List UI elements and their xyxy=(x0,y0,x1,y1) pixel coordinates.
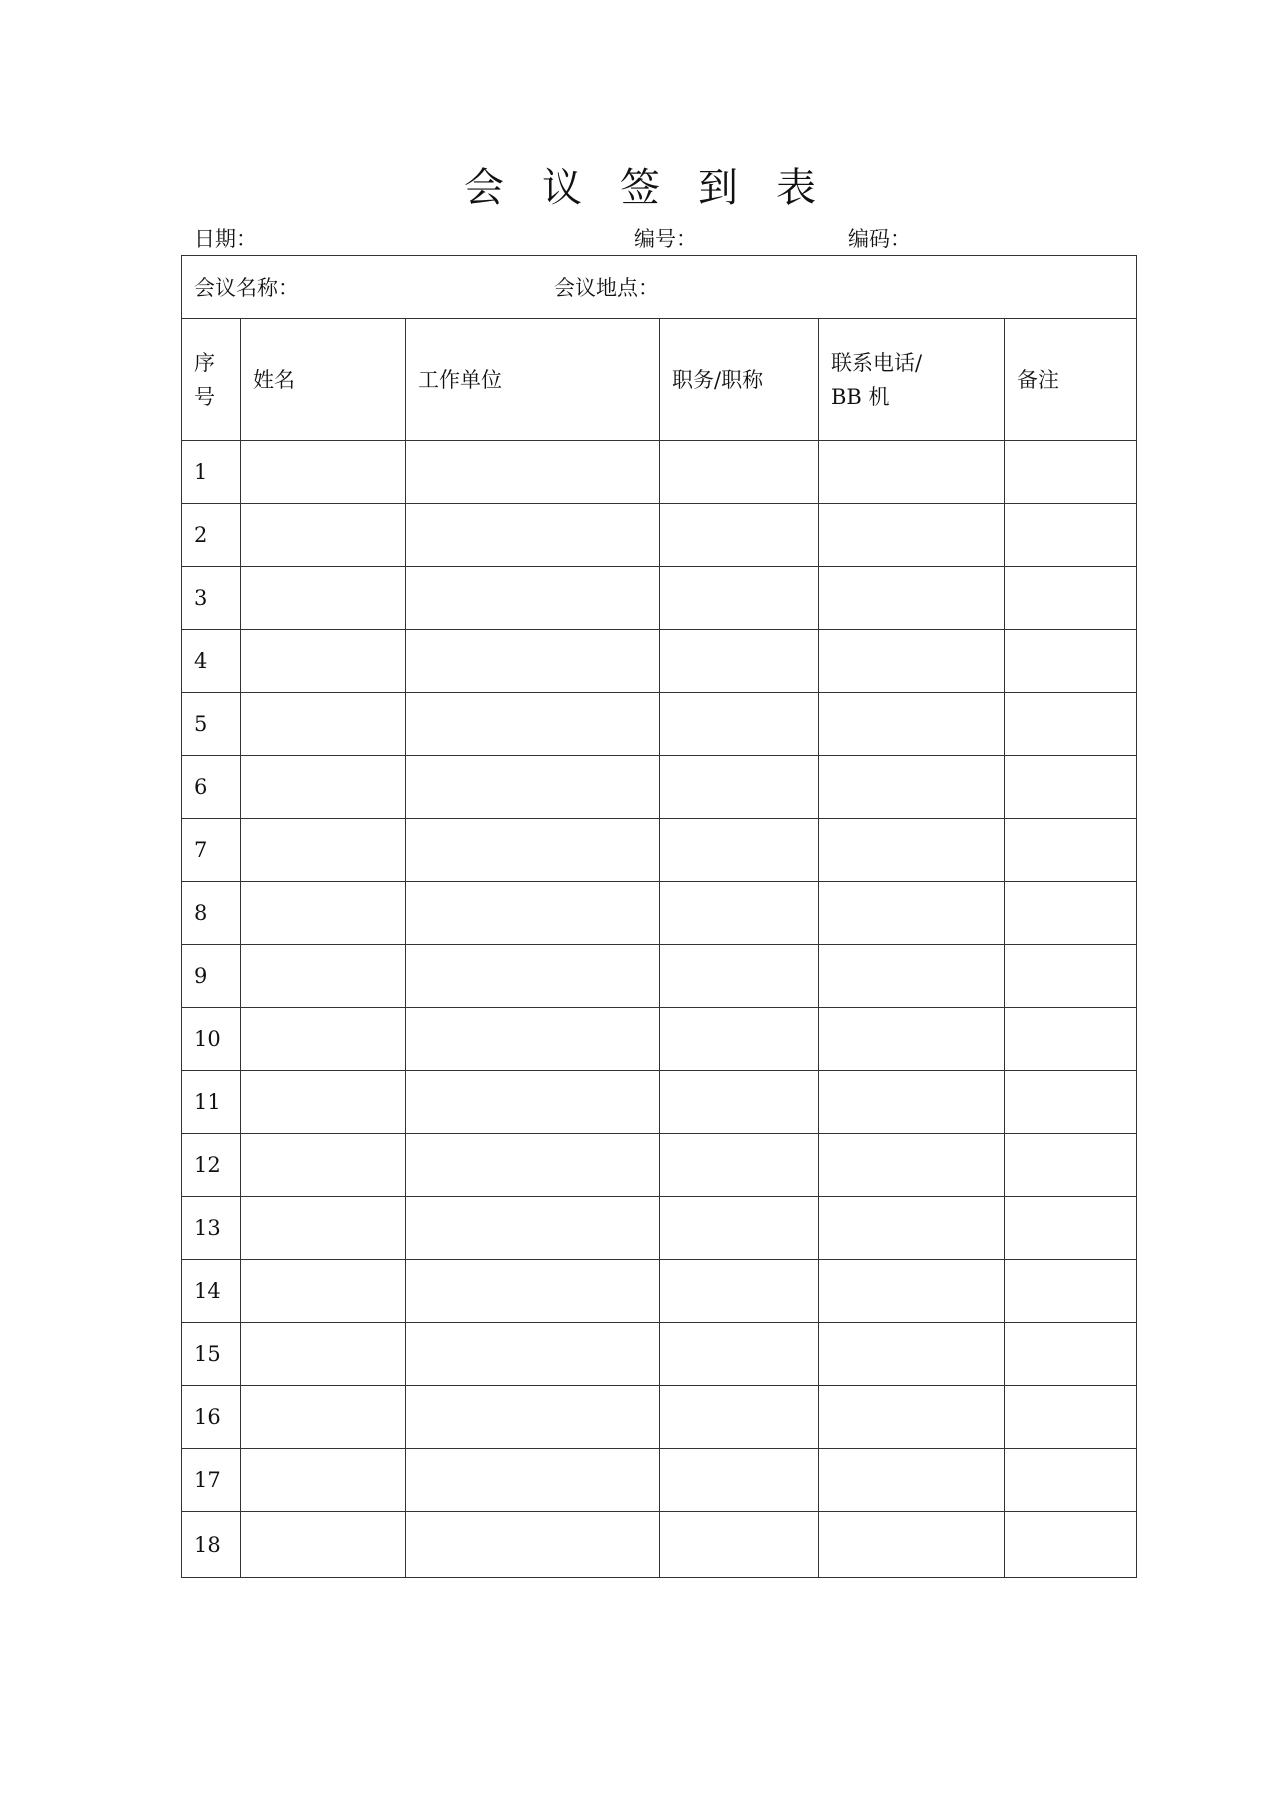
name-cell[interactable] xyxy=(241,1197,406,1260)
seq-cell: 6 xyxy=(182,756,241,819)
work-unit-cell[interactable] xyxy=(406,882,660,945)
name-cell[interactable] xyxy=(241,1449,406,1512)
phone-cell[interactable] xyxy=(819,756,1005,819)
seq-cell: 1 xyxy=(182,441,241,504)
position-cell[interactable] xyxy=(660,441,819,504)
table-row xyxy=(182,630,1137,693)
meeting-location-label: 会议地点： xyxy=(554,276,659,300)
code-label: 编码： xyxy=(848,227,911,251)
work-unit-cell[interactable] xyxy=(406,819,660,882)
position-cell[interactable] xyxy=(660,1323,819,1386)
position-cell[interactable] xyxy=(660,819,819,882)
table-row xyxy=(182,1449,1137,1512)
phone-cell[interactable] xyxy=(819,1260,1005,1323)
seq-cell: 14 xyxy=(182,1260,241,1323)
work-unit-cell[interactable] xyxy=(406,1449,660,1512)
name-cell[interactable] xyxy=(241,567,406,630)
number-label: 编号： xyxy=(634,227,697,251)
name-cell[interactable] xyxy=(241,1134,406,1197)
position-cell[interactable] xyxy=(660,1449,819,1512)
table-header-row xyxy=(182,319,1137,441)
table-row xyxy=(182,1512,1137,1578)
position-cell[interactable] xyxy=(660,756,819,819)
remarks-cell[interactable] xyxy=(1005,504,1137,567)
seq-cell: 2 xyxy=(182,504,241,567)
position-cell[interactable] xyxy=(660,504,819,567)
seq-cell: 7 xyxy=(182,819,241,882)
name-cell[interactable] xyxy=(241,882,406,945)
remarks-cell[interactable] xyxy=(1005,1512,1137,1578)
seq-cell: 18 xyxy=(182,1512,241,1578)
remarks-cell[interactable] xyxy=(1005,1197,1137,1260)
name-cell[interactable] xyxy=(241,1260,406,1323)
seq-cell: 8 xyxy=(182,882,241,945)
table-row xyxy=(182,1323,1137,1386)
work-unit-cell[interactable] xyxy=(406,441,660,504)
phone-cell[interactable] xyxy=(819,882,1005,945)
work-unit-cell[interactable] xyxy=(406,504,660,567)
phone-cell[interactable] xyxy=(819,1449,1005,1512)
meeting-name-label: 会议名称： xyxy=(194,276,299,300)
remarks-cell[interactable] xyxy=(1005,819,1137,882)
table-row xyxy=(182,945,1137,1008)
header-position: 职务/职称 xyxy=(660,319,819,441)
position-cell[interactable] xyxy=(660,1071,819,1134)
remarks-cell[interactable] xyxy=(1005,756,1137,819)
seq-cell: 9 xyxy=(182,945,241,1008)
remarks-cell[interactable] xyxy=(1005,1323,1137,1386)
name-cell[interactable] xyxy=(241,756,406,819)
header-seq-line2: 号 xyxy=(194,384,215,409)
table-row xyxy=(182,1386,1137,1449)
work-unit-cell[interactable] xyxy=(406,693,660,756)
table-row xyxy=(182,1134,1137,1197)
phone-cell[interactable] xyxy=(819,441,1005,504)
position-cell[interactable] xyxy=(660,1512,819,1578)
remarks-cell[interactable] xyxy=(1005,693,1137,756)
remarks-cell[interactable] xyxy=(1005,882,1137,945)
phone-cell[interactable] xyxy=(819,693,1005,756)
table-row xyxy=(182,504,1137,567)
page-title: 会议签到表 xyxy=(464,165,854,211)
work-unit-cell[interactable] xyxy=(406,945,660,1008)
header-remarks: 备注 xyxy=(1005,319,1137,441)
remarks-cell[interactable] xyxy=(1005,945,1137,1008)
position-cell[interactable] xyxy=(660,567,819,630)
name-cell[interactable] xyxy=(241,504,406,567)
table-row xyxy=(182,567,1137,630)
table-row xyxy=(182,693,1137,756)
table-row xyxy=(182,441,1137,504)
work-unit-cell[interactable] xyxy=(406,1260,660,1323)
seq-cell: 16 xyxy=(182,1386,241,1449)
seq-cell: 3 xyxy=(182,567,241,630)
meeting-info-cell[interactable] xyxy=(182,256,1137,319)
work-unit-cell[interactable] xyxy=(406,1512,660,1578)
position-cell[interactable] xyxy=(660,1260,819,1323)
work-unit-cell[interactable] xyxy=(406,1323,660,1386)
phone-cell[interactable] xyxy=(819,630,1005,693)
position-cell[interactable] xyxy=(660,630,819,693)
table-row xyxy=(182,882,1137,945)
name-cell[interactable] xyxy=(241,1008,406,1071)
name-cell[interactable] xyxy=(241,1323,406,1386)
remarks-cell[interactable] xyxy=(1005,630,1137,693)
table-row xyxy=(182,1071,1137,1134)
work-unit-cell[interactable] xyxy=(406,1134,660,1197)
work-unit-cell[interactable] xyxy=(406,630,660,693)
remarks-cell[interactable] xyxy=(1005,441,1137,504)
header-seq-line1: 序 xyxy=(194,350,215,375)
remarks-cell[interactable] xyxy=(1005,1134,1137,1197)
seq-cell: 12 xyxy=(182,1134,241,1197)
remarks-cell[interactable] xyxy=(1005,1260,1137,1323)
phone-cell[interactable] xyxy=(819,1386,1005,1449)
phone-cell[interactable] xyxy=(819,819,1005,882)
table-row xyxy=(182,819,1137,882)
work-unit-cell[interactable] xyxy=(406,1008,660,1071)
seq-cell: 15 xyxy=(182,1323,241,1386)
seq-cell: 10 xyxy=(182,1008,241,1071)
remarks-cell[interactable] xyxy=(1005,1008,1137,1071)
date-label: 日期： xyxy=(194,227,257,251)
table-row xyxy=(182,756,1137,819)
header-phone-line1: 联系电话/ xyxy=(831,350,923,375)
seq-cell: 4 xyxy=(182,630,241,693)
position-cell[interactable] xyxy=(660,1197,819,1260)
position-cell[interactable] xyxy=(660,1386,819,1449)
phone-cell[interactable] xyxy=(819,1323,1005,1386)
work-unit-cell[interactable] xyxy=(406,1071,660,1134)
name-cell[interactable] xyxy=(241,1512,406,1578)
header-phone xyxy=(819,319,1005,441)
work-unit-cell[interactable] xyxy=(406,1386,660,1449)
position-cell[interactable] xyxy=(660,882,819,945)
work-unit-cell[interactable] xyxy=(406,567,660,630)
remarks-cell[interactable] xyxy=(1005,567,1137,630)
remarks-cell[interactable] xyxy=(1005,1071,1137,1134)
seq-cell: 17 xyxy=(182,1449,241,1512)
table-row xyxy=(182,1260,1137,1323)
position-cell[interactable] xyxy=(660,1134,819,1197)
phone-cell[interactable] xyxy=(819,567,1005,630)
header-seq xyxy=(182,319,241,441)
remarks-cell[interactable] xyxy=(1005,1386,1137,1449)
seq-cell: 5 xyxy=(182,693,241,756)
name-cell[interactable] xyxy=(241,819,406,882)
phone-cell[interactable] xyxy=(819,1008,1005,1071)
remarks-cell[interactable] xyxy=(1005,1449,1137,1512)
sign-in-table xyxy=(181,255,1137,1578)
table-row xyxy=(182,1008,1137,1071)
meeting-info-row xyxy=(182,256,1137,319)
phone-cell[interactable] xyxy=(819,945,1005,1008)
header-work-unit: 工作单位 xyxy=(406,319,660,441)
header-phone-line2: BB 机 xyxy=(831,384,890,409)
name-cell[interactable] xyxy=(241,630,406,693)
name-cell[interactable] xyxy=(241,441,406,504)
work-unit-cell[interactable] xyxy=(406,1197,660,1260)
header-name: 姓名 xyxy=(241,319,406,441)
position-cell[interactable] xyxy=(660,1008,819,1071)
name-cell[interactable] xyxy=(241,945,406,1008)
phone-cell[interactable] xyxy=(819,1197,1005,1260)
phone-cell[interactable] xyxy=(819,504,1005,567)
phone-cell[interactable] xyxy=(819,1071,1005,1134)
seq-cell: 13 xyxy=(182,1197,241,1260)
phone-cell[interactable] xyxy=(819,1512,1005,1578)
name-cell[interactable] xyxy=(241,1386,406,1449)
phone-cell[interactable] xyxy=(819,1134,1005,1197)
name-cell[interactable] xyxy=(241,693,406,756)
position-cell[interactable] xyxy=(660,693,819,756)
position-cell[interactable] xyxy=(660,945,819,1008)
work-unit-cell[interactable] xyxy=(406,756,660,819)
table-row xyxy=(182,1197,1137,1260)
seq-cell: 11 xyxy=(182,1071,241,1134)
name-cell[interactable] xyxy=(241,1071,406,1134)
